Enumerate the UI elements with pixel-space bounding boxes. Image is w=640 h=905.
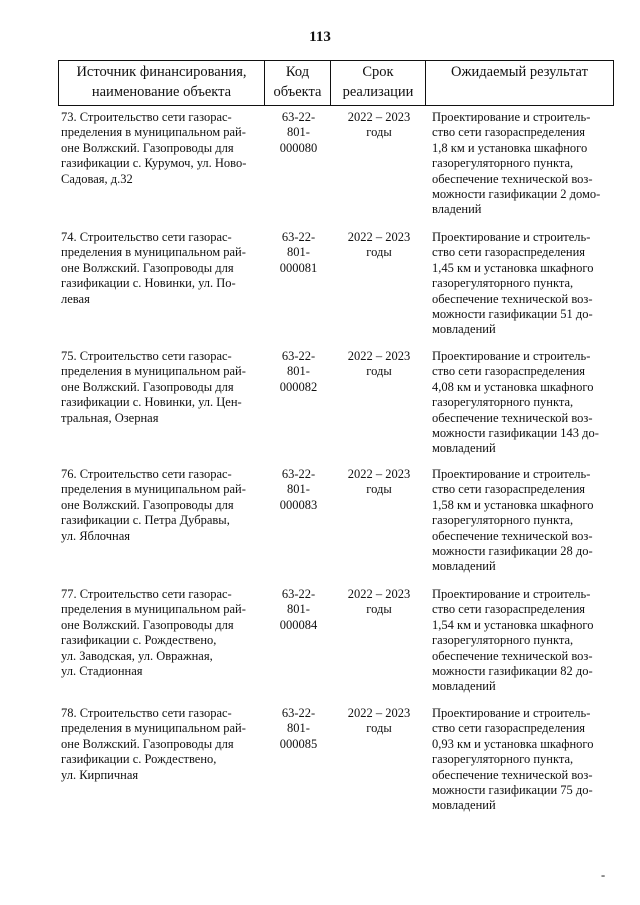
header-code: [265, 62, 330, 104]
result-cell-line: Проектирование и строитель-: [432, 230, 591, 244]
source-cell-line: оне Волжский. Газопроводы для: [61, 617, 234, 632]
result-cell: [432, 110, 618, 218]
source-cell: [61, 467, 266, 544]
header-term-line: Срок: [362, 64, 394, 80]
code-cell: [265, 587, 332, 633]
result-cell-line: 1,45 км и установка шкафного: [432, 260, 594, 275]
result-cell-line: газорегуляторного пункта,: [432, 633, 574, 648]
code-cell-line: 000082: [279, 379, 318, 394]
term-cell-line: 2022 – 2023: [347, 110, 411, 124]
table-row: [0, 349, 640, 461]
code-cell-line: 63-22-: [281, 110, 316, 124]
source-cell-line: 77. Строительство сети газорас-: [61, 587, 232, 601]
result-cell-line: можности газификации 82 до-: [432, 664, 593, 679]
code-cell-line: 801-: [287, 364, 310, 379]
term-cell-line: годы: [366, 245, 392, 260]
term-cell-line: 2022 – 2023: [347, 706, 411, 720]
result-cell-line: ство сети газораспределения: [432, 364, 586, 379]
result-cell-line: обеспечение технической воз-: [432, 767, 593, 782]
result-cell-line: ство сети газораспределения: [432, 245, 586, 260]
header-source-line: Источник финансирования,: [76, 64, 247, 80]
table-rule-top: [58, 60, 614, 61]
result-cell-line: мовладений: [432, 798, 496, 813]
term-cell-line: 2022 – 2023: [347, 467, 411, 481]
source-cell-line: 78. Строительство сети газорас-: [61, 706, 232, 720]
code-cell-line: 63-22-: [281, 349, 316, 363]
result-cell-line: 4,08 км и установка шкафного: [432, 379, 594, 394]
source-cell-line: оне Волжский. Газопроводы для: [61, 260, 234, 275]
source-cell-line: пределения в муниципальном рай-: [61, 602, 246, 617]
source-cell-line: пределения в муниципальном рай-: [61, 245, 246, 260]
source-cell: [61, 349, 266, 426]
source-cell: [61, 230, 266, 307]
result-cell-line: ство сети газораспределения: [432, 721, 586, 736]
result-cell: [432, 349, 618, 457]
code-cell-line: 63-22-: [281, 230, 316, 244]
result-cell-line: можности газификации 143 до-: [432, 426, 599, 441]
header-source: [59, 62, 264, 104]
code-cell: [265, 349, 332, 395]
source-cell-line: газификации с. Новинки, ул. Цен-: [61, 395, 242, 410]
result-cell-line: можности газификации 75 до-: [432, 783, 593, 798]
code-cell-line: 63-22-: [281, 587, 316, 601]
source-cell-line: тральная, Озерная: [61, 410, 159, 425]
code-cell-line: 000083: [279, 497, 318, 512]
source-cell-line: пределения в муниципальном рай-: [61, 482, 246, 497]
result-cell-line: мовладений: [432, 441, 496, 456]
result-cell-line: ство сети газораспределения: [432, 125, 586, 140]
source-cell-line: 74. Строительство сети газорас-: [61, 230, 232, 244]
source-cell-line: 75. Строительство сети газорас-: [61, 349, 232, 363]
result-cell-line: ство сети газораспределения: [432, 602, 586, 617]
result-cell-line: обеспечение технической воз-: [432, 528, 593, 543]
code-cell: [265, 110, 332, 156]
result-cell-line: мовладений: [432, 322, 496, 337]
result-cell-line: можности газификации 51 до-: [432, 307, 593, 322]
code-cell-line: 000081: [279, 260, 318, 275]
table-row: [0, 110, 640, 222]
result-cell-line: обеспечение технической воз-: [432, 291, 593, 306]
table-rule-right: [613, 60, 614, 106]
header-code-line: объекта: [273, 84, 322, 100]
source-cell-line: оне Волжский. Газопроводы для: [61, 736, 234, 751]
result-cell-line: Проектирование и строитель-: [432, 706, 591, 720]
table-row: [0, 587, 640, 699]
result-cell-line: Проектирование и строитель-: [432, 110, 591, 124]
table-row: [0, 230, 640, 342]
code-cell-line: 801-: [287, 125, 310, 140]
result-cell-line: мовладений: [432, 679, 496, 694]
table-row: [0, 706, 640, 818]
term-cell-line: годы: [366, 602, 392, 617]
header-term-line: реализации: [342, 84, 414, 100]
source-cell-line: газификации с. Рождествено,: [61, 633, 217, 648]
source-cell-line: ул. Яблочная: [61, 528, 131, 543]
code-cell-line: 801-: [287, 721, 310, 736]
source-cell: [61, 110, 266, 187]
result-cell-line: обеспечение технической воз-: [432, 648, 593, 663]
code-cell-line: 000085: [279, 736, 318, 751]
result-cell-line: газорегуляторного пункта,: [432, 513, 574, 528]
term-cell: [331, 230, 427, 261]
term-cell: [331, 706, 427, 737]
result-cell-line: газорегуляторного пункта,: [432, 395, 574, 410]
header-result-line: Ожидаемый результат: [451, 64, 588, 80]
code-cell: [265, 706, 332, 752]
page-number: 113: [309, 29, 331, 45]
result-cell-line: можности газификации 28 до-: [432, 544, 593, 559]
result-cell-line: газорегуляторного пункта,: [432, 156, 574, 171]
source-cell-line: газификации с. Рождествено,: [61, 752, 217, 767]
table-header: [58, 60, 614, 106]
term-cell: [331, 110, 427, 141]
source-cell-line: ул. Кирпичная: [61, 767, 139, 782]
result-cell: [432, 467, 618, 575]
source-cell-line: 73. Строительство сети газорас-: [61, 110, 232, 124]
source-cell-line: пределения в муниципальном рай-: [61, 364, 246, 379]
term-cell-line: 2022 – 2023: [347, 587, 411, 601]
result-cell-line: 0,93 км и установка шкафного: [432, 736, 594, 751]
header-term: [331, 62, 425, 104]
term-cell-line: 2022 – 2023: [347, 349, 411, 363]
term-cell-line: годы: [366, 125, 392, 140]
term-cell: [331, 349, 427, 380]
source-cell-line: газификации с. Петра Дубравы,: [61, 513, 230, 528]
term-cell-line: 2022 – 2023: [347, 230, 411, 244]
footer-mark: -: [601, 868, 606, 882]
code-cell-line: 63-22-: [281, 706, 316, 720]
code-cell-line: 801-: [287, 245, 310, 260]
term-cell-line: годы: [366, 482, 392, 497]
source-cell-line: оне Волжский. Газопроводы для: [61, 497, 234, 512]
term-cell-line: годы: [366, 721, 392, 736]
code-cell-line: 801-: [287, 482, 310, 497]
result-cell-line: 1,8 км и установка шкафного: [432, 140, 588, 155]
source-cell-line: ул. Стадионная: [61, 664, 143, 679]
source-cell-line: оне Волжский. Газопроводы для: [61, 379, 234, 394]
source-cell: [61, 706, 266, 783]
header-result: [426, 62, 613, 104]
source-cell-line: газификации с. Курумоч, ул. Ново-: [61, 156, 247, 171]
source-cell-line: пределения в муниципальном рай-: [61, 125, 246, 140]
source-cell-line: Садовая, д.32: [61, 171, 133, 186]
term-cell-line: годы: [366, 364, 392, 379]
result-cell-line: газорегуляторного пункта,: [432, 276, 574, 291]
source-cell-line: левая: [61, 291, 90, 306]
table-row: [0, 467, 640, 579]
result-cell: [432, 706, 618, 814]
result-cell-line: 1,54 км и установка шкафного: [432, 617, 594, 632]
result-cell-line: газорегуляторного пункта,: [432, 752, 574, 767]
result-cell: [432, 587, 618, 695]
code-cell-line: 801-: [287, 602, 310, 617]
code-cell-line: 63-22-: [281, 467, 316, 481]
header-code-line: Код: [285, 64, 310, 80]
result-cell-line: Проектирование и строитель-: [432, 467, 591, 481]
table-rule-bottom: [58, 105, 614, 106]
result-cell-line: обеспечение технической воз-: [432, 410, 593, 425]
result-cell-line: обеспечение технической воз-: [432, 171, 593, 186]
code-cell: [265, 230, 332, 276]
source-cell-line: ул. Заводская, ул. Овражная,: [61, 648, 213, 663]
code-cell-line: 000080: [279, 140, 318, 155]
code-cell-line: 000084: [279, 617, 318, 632]
header-source-line: наименование объекта: [91, 84, 232, 100]
result-cell-line: мовладений: [432, 559, 496, 574]
result-cell-line: 1,58 км и установка шкафного: [432, 497, 594, 512]
result-cell-line: владений: [432, 202, 482, 217]
result-cell: [432, 230, 618, 338]
result-cell-line: Проектирование и строитель-: [432, 349, 591, 363]
term-cell: [331, 467, 427, 498]
result-cell-line: можности газификации 2 домо-: [432, 187, 601, 202]
code-cell: [265, 467, 332, 513]
source-cell-line: оне Волжский. Газопроводы для: [61, 140, 234, 155]
source-cell-line: газификации с. Новинки, ул. По-: [61, 276, 236, 291]
result-cell-line: ство сети газораспределения: [432, 482, 586, 497]
source-cell: [61, 587, 266, 679]
source-cell-line: 76. Строительство сети газорас-: [61, 467, 232, 481]
result-cell-line: Проектирование и строитель-: [432, 587, 591, 601]
term-cell: [331, 587, 427, 618]
source-cell-line: пределения в муниципальном рай-: [61, 721, 246, 736]
